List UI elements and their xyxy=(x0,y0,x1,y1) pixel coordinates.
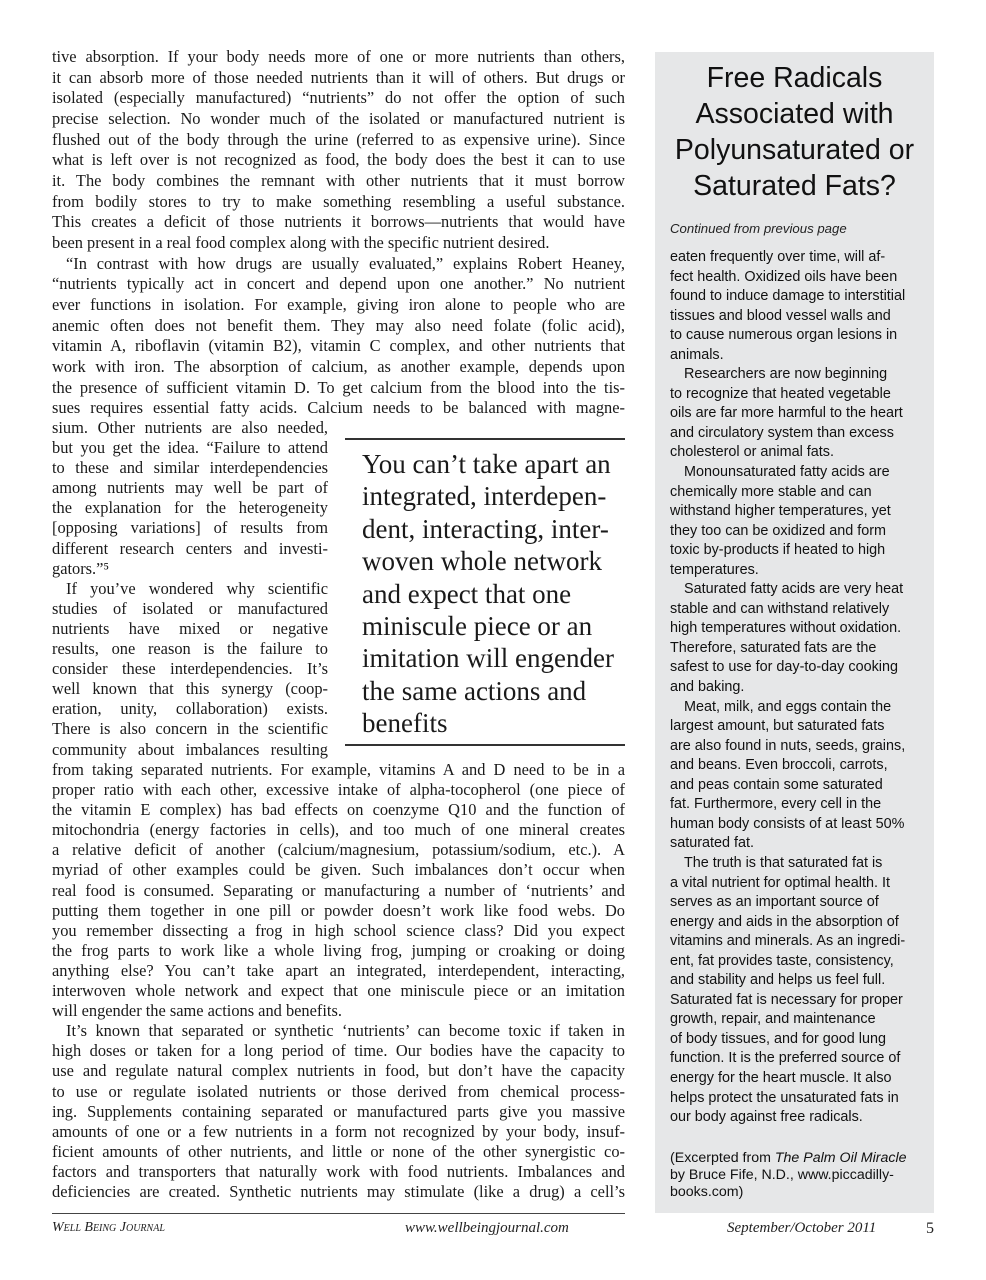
sidebar-text-line: chemically more stable and can xyxy=(670,483,872,500)
sidebar-citation xyxy=(670,1150,925,1201)
article-text-line: gators.”⁵ xyxy=(52,558,110,578)
article-text-line: ficient amounts of other nutrients, and little or none of the other synergistic co- xyxy=(52,1141,625,1161)
sidebar-text-line: toxic by-products if heated to high xyxy=(670,542,886,559)
sidebar-text-line: Monounsaturated fatty acids are xyxy=(684,464,890,481)
article-text-line: studies of isolated or manufactured xyxy=(52,598,328,618)
sidebar-text-line: Meat, milk, and eggs contain the xyxy=(684,698,892,715)
sidebar-text-line: are also found in nuts, seeds, grains, xyxy=(670,737,906,754)
sidebar-title-line: Polyunsaturated or xyxy=(674,134,915,166)
sidebar-text-line: Therefore, saturated fats are the xyxy=(670,639,877,656)
article-text-line: results, one reason is the failure to xyxy=(52,639,328,659)
article-text-line: This creates a deficit of those nutrients it borrows—nutrients that would have xyxy=(52,212,625,232)
footer-journal-name: Well Being Journal xyxy=(52,1220,165,1235)
pull-quote-line: integrated, interdepen- xyxy=(362,481,607,512)
article-text-line: mitochondria (energy factories in cells), and too much of one mineral creates xyxy=(52,820,625,840)
article-text-line: sium. Other nutrients are also needed, xyxy=(52,418,328,437)
article-text-line: among nutrients may well be part of xyxy=(52,478,328,498)
sidebar-text-line: serves as an important source of xyxy=(670,894,879,911)
pull-quote-line: the same actions and xyxy=(362,675,587,706)
article-body-wrapped xyxy=(52,418,328,760)
article-text-line: from bodily stores to try to make something resembling a useful substance. xyxy=(52,191,625,211)
article-text-line: the frog parts to work like a whole living frog, jumping or croaking or doing xyxy=(52,940,625,960)
sidebar-title-line: Associated with xyxy=(695,98,894,130)
article-text-line: ing. Supplements containing separated or manufactured parts give you massive xyxy=(52,1101,625,1121)
footer-divider xyxy=(52,1213,625,1214)
pull-quote-line: miniscule piece or an xyxy=(362,611,593,642)
article-text-line: the presence of sufficient vitamin D. To get calcium from the blood into the tis- xyxy=(52,377,625,397)
article-text-line: different research centers and investi- xyxy=(52,538,328,558)
article-text-line: If you’ve wondered why scientific xyxy=(66,578,328,598)
sidebar-text-line: stable and can withstand relatively xyxy=(670,600,890,617)
sidebar-body xyxy=(670,248,920,1128)
article-text-line: it can absorb more of those needed nutrients than it will of others. But drugs or xyxy=(52,67,625,87)
sidebar-title-line: Saturated Fats? xyxy=(693,170,896,202)
sidebar-title-line: Free Radicals xyxy=(706,62,883,94)
article-text-line: you remember dissecting a frog in high school science class? Did you expect xyxy=(52,920,625,940)
sidebar-text-line: Saturated fat is necessary for proper xyxy=(670,991,903,1008)
sidebar-text-line: and circulatory system than excess xyxy=(670,424,894,441)
article-text-line: putting them together in one pill or powder doesn’t work like food webs. Do xyxy=(52,900,625,920)
sidebar-text-line: function. It is the preferred source of xyxy=(670,1050,901,1067)
sidebar-text-line: safest to use for day-to-day cooking xyxy=(670,659,898,676)
article-text-line: but you get the idea. “Failure to attend xyxy=(52,438,328,458)
article-text-line: to use or regulate isolated nutrients or those derived from chemical process- xyxy=(52,1081,625,1101)
pull-quote-line: dent, interacting, inter- xyxy=(362,513,609,544)
article-text-line: [opposing variations] of results from xyxy=(52,518,328,538)
article-text-line: eration, unity, collaboration) exists. xyxy=(52,699,328,719)
pull-quote-line: and expect that one xyxy=(362,578,572,609)
sidebar-text-line: fat. Furthermore, every cell in the xyxy=(670,796,882,813)
article-text-line: it. The body combines the remnant with other nutrients that it must borrow xyxy=(52,170,625,190)
page-number: 5 xyxy=(926,1220,934,1237)
pull-quote-line: benefits xyxy=(362,708,448,739)
sidebar-text-line: helps protect the unsaturated fats in xyxy=(670,1089,899,1106)
article-text-line: use and regulate natural complex nutrients in food, but don’t have the capacity xyxy=(52,1061,625,1081)
article-text-line: isolated (especially manufactured) “nutrients” do not offer the option of such xyxy=(52,88,625,108)
sidebar-text-line: fect health. Oxidized oils have been xyxy=(670,268,898,285)
citation-author: by Bruce Fife, N.D., www.piccadilly- xyxy=(670,1167,894,1183)
sidebar-text-line: and peas contain some saturated xyxy=(670,776,883,793)
sidebar-text-line: cholesterol or animal fats. xyxy=(670,444,834,461)
sidebar-text-line: vitamins and minerals. As an ingredi- xyxy=(670,933,906,950)
article-text-line: myriad of other examples could be given. Such imbalances don’t occur when xyxy=(52,860,625,880)
sidebar-text-line: a vital nutrient for optimal health. It xyxy=(670,874,890,891)
citation-book-title: The Palm Oil Miracle xyxy=(774,1150,907,1166)
sidebar-text-line: high temperatures without oxidation. xyxy=(670,620,902,637)
sidebar-text-line: human body consists of at least 50% xyxy=(670,815,905,832)
article-text-line: the explanation for the heterogeneity xyxy=(52,498,328,518)
article-text-line: anemic often does not benefit them. They may also need folate (folic acid), xyxy=(52,315,625,335)
article-text-line: high doses or taken for a long period of time. Our bodies have the capacity to xyxy=(52,1041,625,1061)
article-text-line: ever functions in isolation. For example, giving iron alone to people who are xyxy=(52,294,625,314)
article-text-line: community about imbalances resulting xyxy=(52,739,328,759)
sidebar-text-line: animals. xyxy=(670,346,724,363)
article-text-line: well known that this synergy (coop- xyxy=(52,679,328,699)
article-text-line: from taking separated nutrients. For example, vitamins A and D need to be in a xyxy=(52,760,625,779)
sidebar-text-line: and stability and helps us feel full. xyxy=(670,972,886,989)
article-text-line: consider these interdependencies. It’s xyxy=(52,659,328,679)
article-text-line: will engender the same actions and benefits. xyxy=(52,1001,342,1021)
sidebar-text-line: largest amount, but saturated fats xyxy=(670,718,885,735)
sidebar-text-line: Researchers are now beginning xyxy=(684,366,888,383)
sidebar-text-line: found to induce damage to interstitial xyxy=(670,288,906,305)
sidebar-text-line: of body tissues, and for good lung xyxy=(670,1030,887,1047)
article-body-top xyxy=(52,47,625,419)
article-text-line: the vitamin E complex) has bad effects on coenzyme Q10 and the function of xyxy=(52,800,625,820)
sidebar-box xyxy=(655,52,934,1213)
sidebar-text-line: temperatures. xyxy=(670,561,759,578)
article-text-line: flushed out of the body through the urine (referred to as expensive urine). Since xyxy=(52,129,625,149)
article-text-line: a relative deficit of another (calcium/magnesium, potassium/sodium, etc.). A xyxy=(52,840,625,860)
pull-quote-line: You can’t take apart an xyxy=(362,449,611,479)
sidebar-text-line: Saturated fatty acids are very heat xyxy=(684,581,904,598)
pull-quote-line: woven whole network xyxy=(362,546,602,577)
article-body-bottom xyxy=(52,760,625,1202)
article-text-line: “In contrast with how drugs are usually evaluated,” explains Robert Heaney, xyxy=(66,253,625,273)
article-text-line: to these and similar interdependencies xyxy=(52,458,328,478)
sidebar-text-line: ent, fat provides taste, consistency, xyxy=(670,952,894,969)
article-text-line: what is left over is not recognized as food, the body does the best it can to use xyxy=(52,150,625,170)
article-text-line: anything else? You can’t take apart an integrated, interdependent, interacting, xyxy=(52,960,625,980)
article-text-line: real food is consumed. Separating or manufacturing a number of ‘nutrients’ and xyxy=(52,880,625,900)
article-text-line: It’s known that separated or synthetic ‘nutrients’ can become toxic if taken in xyxy=(66,1021,625,1041)
sidebar-title xyxy=(655,60,934,204)
article-text-line: sues requires essential fatty acids. Calcium needs to be balanced with magne- xyxy=(52,398,625,418)
sidebar-text-line: oils are far more harmful to the heart xyxy=(670,405,903,422)
sidebar-text-line: The truth is that saturated fat is xyxy=(684,854,883,871)
article-text-line: nutrients have mixed or negative xyxy=(52,618,328,638)
article-text-line: proper ratio with each other, excessive intake of alpha-tocopherol (one piece of xyxy=(52,780,625,800)
pull-quote-line: imitation will engender xyxy=(362,643,614,674)
footer-issue-date: September/October 2011 xyxy=(727,1220,877,1236)
sidebar-text-line: withstand higher temperatures, yet xyxy=(670,503,891,520)
article-text-line: vitamin A, riboflavin (vitamin B2), vitamin C complex, and other nutrients that xyxy=(52,336,625,356)
sidebar-continued-note: Continued from previous page xyxy=(670,221,847,236)
article-text-line: There is also concern in the scientific xyxy=(52,719,328,739)
sidebar-text-line: and baking. xyxy=(670,679,745,696)
sidebar-text-line: saturated fat. xyxy=(670,835,754,852)
footer-url[interactable]: www.wellbeingjournal.com xyxy=(405,1220,569,1236)
article-text-line: precise selection. No wonder much of the isolated or manufactured nutrient is xyxy=(52,108,625,128)
article-text-line: “nutrients typically act in concert and depend upon one another.” No nutrient xyxy=(52,274,625,294)
sidebar-text-line: energy and aids in the absorption of xyxy=(670,913,899,930)
citation-link[interactable]: books.com) xyxy=(670,1184,744,1200)
article-text-line: deficiencies are created. Synthetic nutrients may stimulate (like a drug) a cell’s xyxy=(52,1181,625,1201)
article-text-line: factors and transporters that naturally work with food nutrients. Imbalances and xyxy=(52,1161,625,1181)
article-text-line: work with iron. The absorption of calcium, as another example, depends upon xyxy=(52,356,625,376)
article-text-line: been present in a real food complex along with the specific nutrient desired. xyxy=(52,232,550,252)
pull-quote-text xyxy=(362,448,614,740)
sidebar-text-line: tissues and blood vessel walls and xyxy=(670,307,891,324)
sidebar-text-line: they too can be oxidized and form xyxy=(670,522,886,539)
pull-quote xyxy=(345,438,625,746)
sidebar-text-line: to cause numerous organ lesions in xyxy=(670,327,898,344)
citation-prefix: (Excerpted from xyxy=(670,1150,775,1166)
sidebar-text-line: growth, repair, and maintenance xyxy=(670,1011,876,1028)
sidebar-text-line: energy for the heart muscle. It also xyxy=(670,1069,892,1086)
sidebar-text-line: to recognize that heated vegetable xyxy=(670,385,891,402)
sidebar-text-line: and beans. Even broccoli, carrots, xyxy=(670,757,888,774)
article-text-line: interwoven whole network and expect that one miniscule piece or an imitation xyxy=(52,981,625,1001)
article-text-line: amounts of one or a few nutrients in a form not recognized by your body, insuf- xyxy=(52,1121,625,1141)
article-text-line: tive absorption. If your body needs more of one or more nutrients than others, xyxy=(52,47,625,66)
sidebar-text-line: eaten frequently over time, will af- xyxy=(670,249,886,265)
sidebar-text-line: our body against free radicals. xyxy=(670,1109,863,1126)
